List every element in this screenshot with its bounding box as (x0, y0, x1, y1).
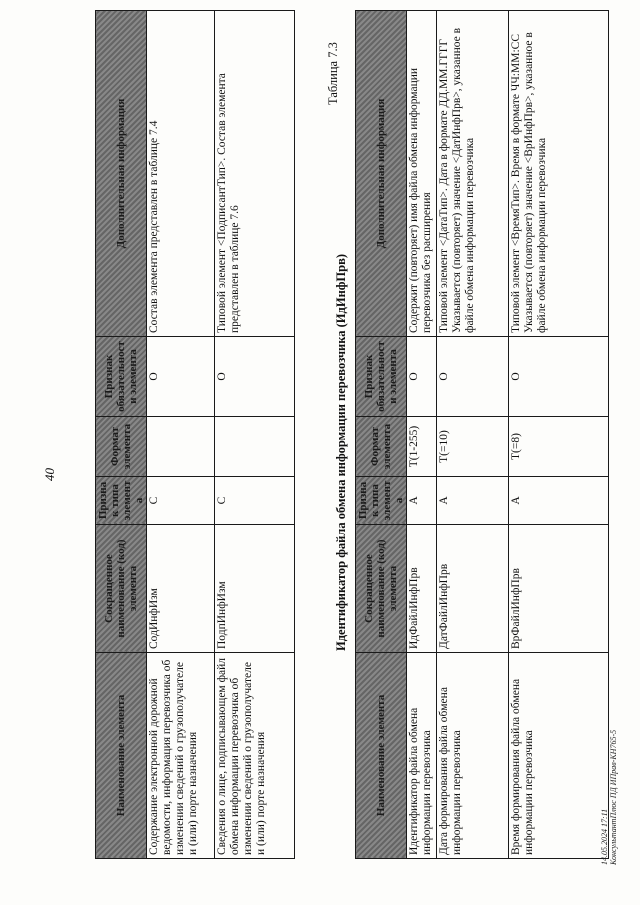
additional-info-cell: Содержит (повторяет) имя файла обмена информации перевозчика без расширения (407, 11, 437, 337)
table-row (509, 11, 609, 859)
element-type-cell: А (407, 477, 437, 525)
additional-info-cell: Типовой элемент <ВремяТип>. Время в формате ЧЧ:ММ:СС Указывается (повторяет) значение <ВрИнфПрв>, указанное в файле обмена информации перевозчика (509, 11, 609, 337)
file-identifier-table (355, 10, 609, 859)
additional-info-cell: Состав элемента представлен в таблице 7.4 (147, 11, 215, 337)
element-code-cell: ИдФайлИнфПрв (407, 525, 437, 653)
table-row (215, 11, 295, 859)
table-header-row (96, 11, 147, 859)
column-header: Признак обязательности элемента (356, 337, 407, 417)
element-name-cell: Идентификатор файла обмена информации перевозчика (407, 653, 437, 859)
column-header: Формат элемента (96, 417, 147, 477)
element-type-cell: А (509, 477, 609, 525)
element-code-cell: СодИнфИзм (147, 525, 215, 653)
column-header: Признак типа элемента (356, 477, 407, 525)
element-code-cell: ПодпИнфИзм (215, 525, 295, 653)
column-header: Дополнительная информация (96, 11, 147, 337)
table-header-row (356, 11, 407, 859)
column-header: Признак обязательности элемента (96, 337, 147, 417)
column-header: Дополнительная информация (356, 11, 407, 337)
element-type-cell: А (437, 477, 509, 525)
column-header: Формат элемента (356, 417, 407, 477)
element-code-cell: ДатФайлИнфПрв (437, 525, 509, 653)
element-required-cell: О (407, 337, 437, 417)
table-caption: Таблица 7.3 (326, 42, 340, 105)
additional-info-cell: Типовой элемент <ДатаТип>. Дата в формате ДД.ММ.ГГГГ Указывается (повторяет) значение <ДатИнфПрв>, указанное в файле обмена информации перевозчика (437, 11, 509, 337)
element-format-cell (147, 417, 215, 477)
element-format-cell: T(1-255) (407, 417, 437, 477)
element-format-cell (215, 417, 295, 477)
print-stamp (600, 730, 618, 865)
column-header: Наименование элемента (356, 653, 407, 859)
element-format-cell: T(=8) (509, 417, 609, 477)
element-name-cell: Дата формирования файла обмена информации перевозчика (437, 653, 509, 859)
column-header: Сокращенное наименование (код) элемента (96, 525, 147, 653)
column-header: Сокращенное наименование (код) элемента (356, 525, 407, 653)
column-header: Признак типа элемента (96, 477, 147, 525)
table-title: Идентификатор файла обмена информации перевозчика (ИдИнфПрв) (334, 253, 348, 652)
additional-info-cell: Типовой элемент <ПодписантТип>. Состав элемента представлен в таблице 7.6 (215, 11, 295, 337)
stamp-source: КонсультантПлюс ПД ИПрав-КН765-5 (609, 729, 618, 865)
table-row (437, 11, 509, 859)
element-name-cell: Содержание электронной дорожной ведомости, информация перевозчика об изменении сведений о грузополучателе и (или) порте назначения (147, 653, 215, 859)
element-name-cell: Время формирования файла обмена информации перевозчика (509, 653, 609, 859)
element-required-cell: О (509, 337, 609, 417)
stamp-date: 14.05.2024 17:11 (600, 808, 609, 865)
element-code-cell: ВрФайлИнфПрв (509, 525, 609, 653)
element-type-cell: С (215, 477, 295, 525)
column-header: Наименование элемента (96, 653, 147, 859)
element-required-cell: О (437, 337, 509, 417)
page-number: 40 (42, 468, 57, 481)
element-format-cell: T(=10) (437, 417, 509, 477)
element-required-cell: О (215, 337, 295, 417)
elements-table-continued (95, 10, 295, 859)
element-required-cell: О (147, 337, 215, 417)
element-name-cell: Сведения о лице, подписывающем файл обмена информации перевозчика об изменении сведений о грузополучателе и (или) порте назначения (215, 653, 295, 859)
element-type-cell: С (147, 477, 215, 525)
table-row (147, 11, 215, 859)
table-row (407, 11, 437, 859)
